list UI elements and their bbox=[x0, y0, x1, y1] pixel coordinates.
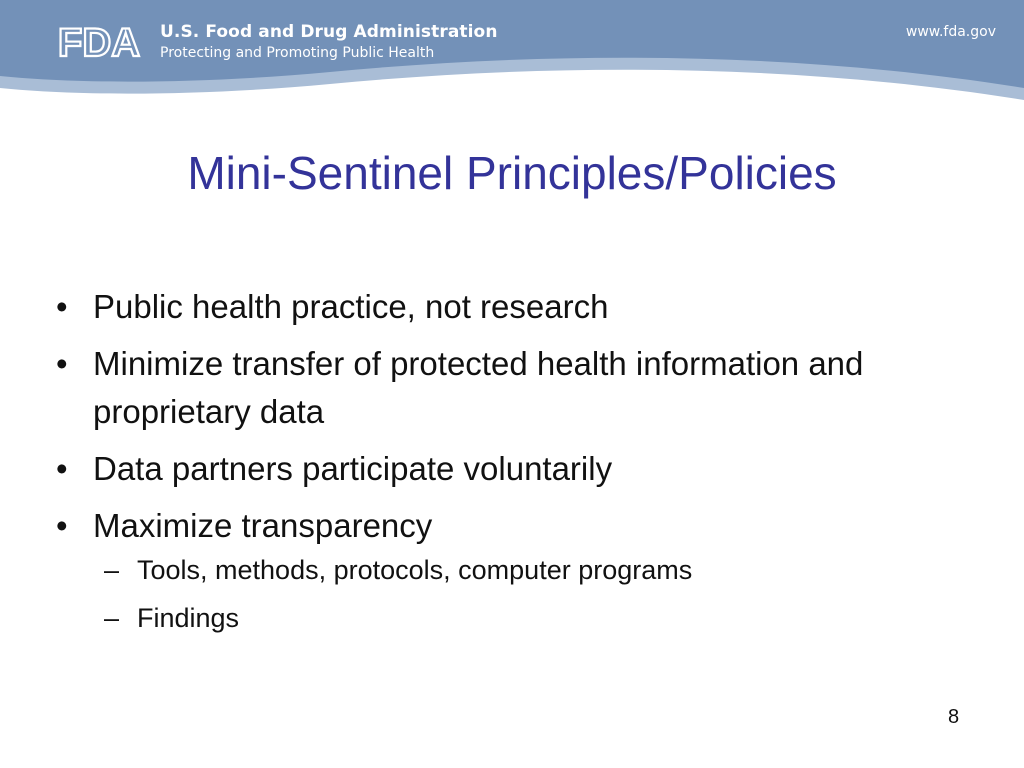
bullet-marker: • bbox=[56, 507, 68, 544]
website-url: www.fda.gov bbox=[905, 24, 996, 40]
sub-bullet-item bbox=[93, 550, 976, 590]
bullet-marker: • bbox=[56, 345, 68, 382]
bullet-item bbox=[56, 502, 976, 638]
org-name: U.S. Food and Drug Administration bbox=[160, 22, 498, 42]
bullet-text: Minimize transfer of protected health information and proprietary data bbox=[93, 345, 864, 430]
sub-bullet-text: Findings bbox=[137, 603, 240, 633]
bullet-marker: • bbox=[56, 450, 68, 487]
slide-title: Mini-Sentinel Principles/Policies bbox=[187, 147, 837, 199]
bullet-item bbox=[56, 283, 976, 331]
page-number: 8 bbox=[948, 706, 960, 728]
sub-bullet-list bbox=[93, 550, 976, 638]
fda-logo-text: FDA bbox=[57, 21, 141, 63]
bullet-marker: • bbox=[56, 288, 68, 325]
bullet-text: Maximize transparency bbox=[93, 507, 433, 544]
header-banner bbox=[0, 0, 1024, 110]
sub-bullet-item bbox=[93, 598, 976, 638]
org-tagline: Protecting and Promoting Public Health bbox=[160, 45, 435, 61]
bullet-list bbox=[56, 283, 976, 647]
bullet-text: Data partners participate voluntarily bbox=[93, 450, 613, 487]
sub-bullet-text: Tools, methods, protocols, computer programs bbox=[137, 555, 693, 585]
sub-bullet-marker: – bbox=[104, 555, 120, 585]
bullet-item bbox=[56, 445, 976, 493]
fda-logo bbox=[52, 19, 146, 63]
bullet-item bbox=[56, 340, 976, 436]
bullet-text: Public health practice, not research bbox=[93, 288, 609, 325]
sub-bullet-marker: – bbox=[104, 603, 120, 633]
